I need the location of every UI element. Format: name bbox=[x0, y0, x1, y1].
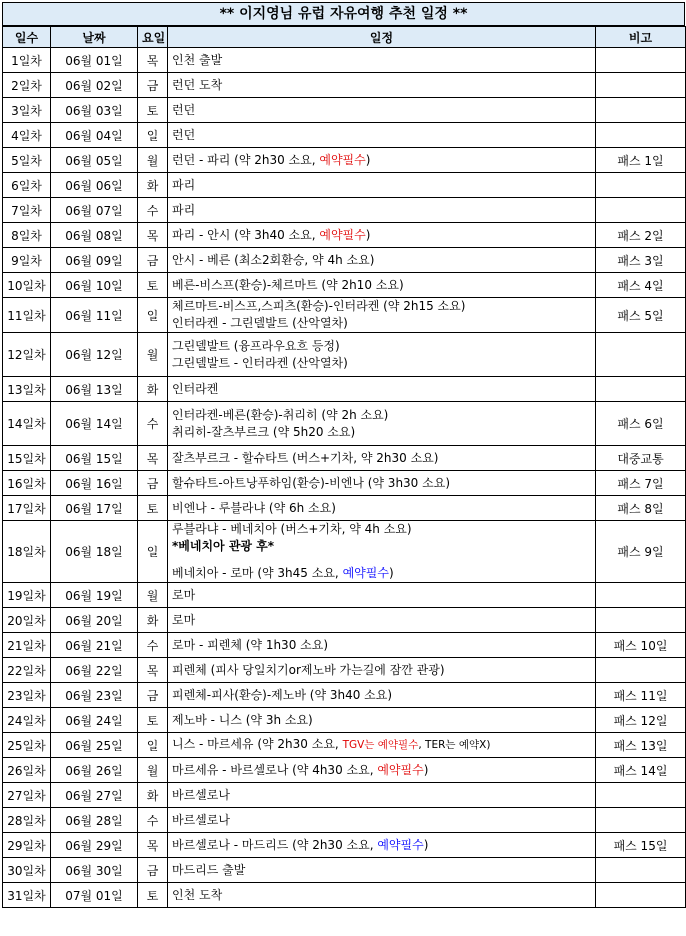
schedule-text: 피렌체-피사(환승)-제노바 (약 3h40 소요) bbox=[172, 687, 393, 702]
note-cell: 패스 7일 bbox=[596, 471, 686, 496]
schedule-text: 런던 - 파리 (약 2h30 소요, bbox=[172, 152, 320, 167]
schedule-text: 마드리드 출발 bbox=[172, 862, 246, 877]
schedule-cell bbox=[168, 173, 596, 198]
schedule-cell bbox=[168, 658, 596, 683]
schedule-cell bbox=[168, 223, 596, 248]
date-cell: 06월 10일 bbox=[51, 273, 138, 298]
day-cell: 24일차 bbox=[3, 708, 51, 733]
schedule-cell bbox=[168, 123, 596, 148]
day-cell: 19일차 bbox=[3, 583, 51, 608]
note-cell bbox=[596, 377, 686, 402]
note-cell: 패스 4일 bbox=[596, 273, 686, 298]
schedule-cell bbox=[168, 333, 596, 377]
schedule-cell bbox=[168, 521, 596, 583]
schedule-line bbox=[172, 252, 591, 269]
weekday-cell: 토 bbox=[138, 273, 168, 298]
date-cell: 06월 21일 bbox=[51, 633, 138, 658]
schedule-text: ) bbox=[423, 837, 429, 852]
note-cell bbox=[596, 73, 686, 98]
schedule-line bbox=[172, 565, 591, 582]
date-cell: 06월 15일 bbox=[51, 446, 138, 471]
note-cell: 패스 2일 bbox=[596, 223, 686, 248]
schedule-line bbox=[172, 762, 591, 779]
table-row bbox=[3, 858, 686, 883]
schedule-cell bbox=[168, 708, 596, 733]
date-cell: 06월 02일 bbox=[51, 73, 138, 98]
table-row bbox=[3, 521, 686, 583]
day-cell: 10일차 bbox=[3, 273, 51, 298]
table-row bbox=[3, 123, 686, 148]
table-row bbox=[3, 683, 686, 708]
schedule-text: 취리히-잘츠부르크 (약 5h20 소요) bbox=[172, 424, 356, 439]
table-row bbox=[3, 471, 686, 496]
schedule-cell bbox=[168, 273, 596, 298]
table-row bbox=[3, 833, 686, 858]
header-row bbox=[3, 27, 686, 48]
weekday-cell: 목 bbox=[138, 223, 168, 248]
schedule-text: 마르세유 - 바르셀로나 (약 4h30 소요, bbox=[172, 762, 378, 777]
schedule-text: 파리 - 안시 (약 3h40 소요, bbox=[172, 227, 320, 242]
schedule-text: 로마 bbox=[172, 587, 196, 602]
schedule-text: 할슈타트-아트낭푸하임(환승)-비엔나 (약 3h30 소요) bbox=[172, 475, 450, 490]
note-cell bbox=[596, 123, 686, 148]
table-row bbox=[3, 658, 686, 683]
note-cell: 패스 11일 bbox=[596, 683, 686, 708]
day-cell: 17일차 bbox=[3, 496, 51, 521]
date-cell: 06월 27일 bbox=[51, 783, 138, 808]
day-cell: 2일차 bbox=[3, 73, 51, 98]
table-row bbox=[3, 633, 686, 658]
schedule-text: 제노바 - 니스 (약 3h 소요) bbox=[172, 712, 313, 727]
table-row bbox=[3, 733, 686, 758]
schedule-text: 런던 bbox=[172, 127, 196, 142]
schedule-cell bbox=[168, 98, 596, 123]
note-cell bbox=[596, 333, 686, 377]
note-cell: 패스 13일 bbox=[596, 733, 686, 758]
day-cell: 26일차 bbox=[3, 758, 51, 783]
schedule-line bbox=[172, 812, 591, 829]
schedule-text: ) bbox=[365, 227, 371, 242]
day-cell: 11일차 bbox=[3, 298, 51, 333]
weekday-cell: 토 bbox=[138, 496, 168, 521]
note-cell: 패스 10일 bbox=[596, 633, 686, 658]
weekday-cell: 화 bbox=[138, 783, 168, 808]
weekday-cell: 수 bbox=[138, 198, 168, 223]
note-cell: 패스 3일 bbox=[596, 248, 686, 273]
day-cell: 14일차 bbox=[3, 402, 51, 446]
weekday-cell: 목 bbox=[138, 446, 168, 471]
date-cell: 06월 22일 bbox=[51, 658, 138, 683]
header-dow: 요일 bbox=[138, 27, 168, 48]
weekday-cell: 금 bbox=[138, 73, 168, 98]
schedule-cell bbox=[168, 858, 596, 883]
table-row bbox=[3, 73, 686, 98]
weekday-cell: 수 bbox=[138, 808, 168, 833]
schedule-line bbox=[172, 202, 591, 219]
schedule-line bbox=[172, 338, 591, 355]
weekday-cell: 토 bbox=[138, 708, 168, 733]
date-cell: 06월 28일 bbox=[51, 808, 138, 833]
schedule-line bbox=[172, 587, 591, 604]
schedule-text: 비엔나 - 루블라냐 (약 6h 소요) bbox=[172, 500, 336, 515]
table-row bbox=[3, 708, 686, 733]
weekday-cell: 일 bbox=[138, 521, 168, 583]
schedule-text: 베른-비스프(환승)-체르마트 (약 2h10 소요) bbox=[172, 277, 404, 292]
weekday-cell: 목 bbox=[138, 48, 168, 73]
day-cell: 13일차 bbox=[3, 377, 51, 402]
schedule-line bbox=[172, 521, 591, 538]
schedule-cell bbox=[168, 683, 596, 708]
weekday-cell: 금 bbox=[138, 858, 168, 883]
schedule-text: ) bbox=[388, 566, 394, 580]
day-cell: 12일차 bbox=[3, 333, 51, 377]
schedule-line bbox=[172, 637, 591, 654]
schedule-line bbox=[172, 555, 591, 565]
schedule-text: 잘츠부르크 - 할슈타트 (버스+기차, 약 2h30 소요) bbox=[172, 450, 439, 465]
schedule-cell bbox=[168, 758, 596, 783]
weekday-cell: 토 bbox=[138, 883, 168, 908]
schedule-text: 니스 - 마르세유 (약 2h30 소요, bbox=[172, 737, 343, 751]
header-note: 비고 bbox=[596, 27, 686, 48]
weekday-cell: 일 bbox=[138, 733, 168, 758]
date-cell: 06월 05일 bbox=[51, 148, 138, 173]
date-cell: 06월 12일 bbox=[51, 333, 138, 377]
day-cell: 9일차 bbox=[3, 248, 51, 273]
weekday-cell: 금 bbox=[138, 471, 168, 496]
note-cell: 패스 5일 bbox=[596, 298, 686, 333]
schedule-cell bbox=[168, 496, 596, 521]
itinerary-table bbox=[2, 26, 686, 908]
schedule-line bbox=[172, 787, 591, 804]
header-date: 날짜 bbox=[51, 27, 138, 48]
date-cell: 06월 17일 bbox=[51, 496, 138, 521]
table-row bbox=[3, 333, 686, 377]
schedule-cell bbox=[168, 446, 596, 471]
schedule-cell bbox=[168, 471, 596, 496]
note-cell bbox=[596, 783, 686, 808]
day-cell: 27일차 bbox=[3, 783, 51, 808]
schedule-line bbox=[172, 887, 591, 904]
schedule-cell bbox=[168, 808, 596, 833]
schedule-cell bbox=[168, 148, 596, 173]
day-cell: 22일차 bbox=[3, 658, 51, 683]
reservation-note: TGV는 예약필수 bbox=[342, 739, 419, 751]
date-cell: 06월 24일 bbox=[51, 708, 138, 733]
day-cell: 23일차 bbox=[3, 683, 51, 708]
day-cell: 20일차 bbox=[3, 608, 51, 633]
schedule-cell bbox=[168, 248, 596, 273]
table-row bbox=[3, 608, 686, 633]
date-cell: 06월 04일 bbox=[51, 123, 138, 148]
schedule-line bbox=[172, 687, 591, 704]
note-cell bbox=[596, 583, 686, 608]
date-cell: 06월 29일 bbox=[51, 833, 138, 858]
table-row bbox=[3, 223, 686, 248]
date-cell: 06월 18일 bbox=[51, 521, 138, 583]
weekday-cell: 토 bbox=[138, 98, 168, 123]
note-cell bbox=[596, 173, 686, 198]
schedule-line bbox=[172, 475, 591, 492]
schedule-cell bbox=[168, 377, 596, 402]
day-cell: 29일차 bbox=[3, 833, 51, 858]
day-cell: 3일차 bbox=[3, 98, 51, 123]
schedule-line bbox=[172, 52, 591, 69]
day-cell: 25일차 bbox=[3, 733, 51, 758]
day-cell: 31일차 bbox=[3, 883, 51, 908]
day-cell: 1일차 bbox=[3, 48, 51, 73]
schedule-text: *베네치아 관광 후* bbox=[172, 539, 275, 553]
reservation-note: 예약필수 bbox=[319, 152, 366, 167]
table-row bbox=[3, 446, 686, 471]
schedule-line bbox=[172, 77, 591, 94]
schedule-line bbox=[172, 500, 591, 517]
schedule-cell bbox=[168, 883, 596, 908]
date-cell: 06월 25일 bbox=[51, 733, 138, 758]
note-cell bbox=[596, 48, 686, 73]
table-row bbox=[3, 248, 686, 273]
schedule-text: 그린델발트 - 인터라켄 (산악열차) bbox=[172, 355, 348, 370]
date-cell: 06월 13일 bbox=[51, 377, 138, 402]
schedule-line bbox=[172, 152, 591, 169]
day-cell: 4일차 bbox=[3, 123, 51, 148]
note-cell bbox=[596, 808, 686, 833]
table-row bbox=[3, 173, 686, 198]
schedule-text: 인터라켄 bbox=[172, 381, 219, 396]
note-cell bbox=[596, 98, 686, 123]
schedule-line bbox=[172, 450, 591, 467]
date-cell: 06월 07일 bbox=[51, 198, 138, 223]
weekday-cell: 화 bbox=[138, 377, 168, 402]
schedule-text: 피렌체 (피사 당일치기or제노바 가는길에 잠깐 관광) bbox=[172, 662, 445, 677]
table-row bbox=[3, 783, 686, 808]
schedule-cell bbox=[168, 783, 596, 808]
table-row bbox=[3, 583, 686, 608]
table-row bbox=[3, 377, 686, 402]
schedule-text: ) bbox=[423, 762, 429, 777]
schedule-text: 파리 bbox=[172, 202, 196, 217]
weekday-cell: 목 bbox=[138, 658, 168, 683]
schedule-cell bbox=[168, 733, 596, 758]
date-cell: 06월 09일 bbox=[51, 248, 138, 273]
schedule-text: 안시 - 베른 (최소2회환승, 약 4h 소요) bbox=[172, 252, 375, 267]
weekday-cell: 목 bbox=[138, 833, 168, 858]
weekday-cell: 일 bbox=[138, 298, 168, 333]
weekday-cell: 금 bbox=[138, 683, 168, 708]
schedule-cell bbox=[168, 402, 596, 446]
note-cell bbox=[596, 198, 686, 223]
day-cell: 30일차 bbox=[3, 858, 51, 883]
schedule-text: 런던 bbox=[172, 102, 196, 117]
table-row bbox=[3, 883, 686, 908]
schedule-text: 루블라냐 - 베네치아 (버스+기차, 약 4h 소요) bbox=[172, 522, 412, 536]
date-cell: 06월 16일 bbox=[51, 471, 138, 496]
schedule-line bbox=[172, 298, 591, 315]
schedule-cell bbox=[168, 298, 596, 333]
reservation-note: 예약필수 bbox=[377, 837, 424, 852]
table-row bbox=[3, 48, 686, 73]
schedule-line bbox=[172, 277, 591, 294]
note-cell bbox=[596, 858, 686, 883]
date-cell: 07월 01일 bbox=[51, 883, 138, 908]
schedule-line bbox=[172, 424, 591, 441]
table-row bbox=[3, 273, 686, 298]
day-cell: 28일차 bbox=[3, 808, 51, 833]
date-cell: 06월 11일 bbox=[51, 298, 138, 333]
note-cell: 대중교통 bbox=[596, 446, 686, 471]
note-cell: 패스 12일 bbox=[596, 708, 686, 733]
sheet-title: ** 이지영님 유럽 자유여행 추천 일정 ** bbox=[2, 2, 685, 26]
schedule-line bbox=[172, 355, 591, 372]
schedule-text: 베네치아 - 로마 (약 3h45 소요, bbox=[172, 566, 343, 580]
date-cell: 06월 26일 bbox=[51, 758, 138, 783]
table-row bbox=[3, 148, 686, 173]
schedule-line bbox=[172, 407, 591, 424]
schedule-line bbox=[172, 538, 591, 555]
schedule-cell bbox=[168, 608, 596, 633]
schedule-text: 그린델발트 (융프라우요흐 등정) bbox=[172, 338, 340, 353]
reservation-note: 예약필수 bbox=[319, 227, 366, 242]
day-cell: 5일차 bbox=[3, 148, 51, 173]
day-cell: 18일차 bbox=[3, 521, 51, 583]
day-cell: 16일차 bbox=[3, 471, 51, 496]
weekday-cell: 금 bbox=[138, 248, 168, 273]
weekday-cell: 수 bbox=[138, 402, 168, 446]
date-cell: 06월 03일 bbox=[51, 98, 138, 123]
date-cell: 06월 19일 bbox=[51, 583, 138, 608]
note-cell: 패스 8일 bbox=[596, 496, 686, 521]
schedule-line bbox=[172, 712, 591, 729]
table-row bbox=[3, 496, 686, 521]
reservation-note: 예약필수 bbox=[342, 566, 389, 580]
date-cell: 06월 30일 bbox=[51, 858, 138, 883]
schedule-text: 로마 - 피렌체 (약 1h30 소요) bbox=[172, 637, 329, 652]
note-cell: 패스 14일 bbox=[596, 758, 686, 783]
day-cell: 7일차 bbox=[3, 198, 51, 223]
note-cell bbox=[596, 608, 686, 633]
schedule-cell bbox=[168, 73, 596, 98]
day-cell: 8일차 bbox=[3, 223, 51, 248]
schedule-line bbox=[172, 862, 591, 879]
schedule-text: 바르셀로나 bbox=[172, 812, 230, 827]
date-cell: 06월 08일 bbox=[51, 223, 138, 248]
schedule-cell bbox=[168, 48, 596, 73]
schedule-text: 로마 bbox=[172, 612, 196, 627]
weekday-cell: 화 bbox=[138, 608, 168, 633]
schedule-text: 파리 bbox=[172, 177, 196, 192]
weekday-cell: 월 bbox=[138, 148, 168, 173]
note-cell: 패스 6일 bbox=[596, 402, 686, 446]
table-row bbox=[3, 298, 686, 333]
table-row bbox=[3, 98, 686, 123]
schedule-text: 바르셀로나 - 마드리드 (약 2h30 소요, bbox=[172, 837, 378, 852]
schedule-line bbox=[172, 612, 591, 629]
schedule-line bbox=[172, 736, 591, 754]
schedule-text: 인터라켄-베른(환승)-취리히 (약 2h 소요) bbox=[172, 407, 389, 422]
table-row bbox=[3, 402, 686, 446]
schedule-cell bbox=[168, 833, 596, 858]
table-row bbox=[3, 808, 686, 833]
schedule-line bbox=[172, 102, 591, 119]
schedule-text: ) bbox=[365, 152, 371, 167]
date-cell: 06월 01일 bbox=[51, 48, 138, 73]
schedule-line bbox=[172, 662, 591, 679]
schedule-text: 바르셀로나 bbox=[172, 787, 230, 802]
schedule-text: 인천 출발 bbox=[172, 52, 223, 67]
weekday-cell: 일 bbox=[138, 123, 168, 148]
schedule-line bbox=[172, 127, 591, 144]
weekday-cell: 수 bbox=[138, 633, 168, 658]
note-cell bbox=[596, 883, 686, 908]
schedule-cell bbox=[168, 198, 596, 223]
date-cell: 06월 06일 bbox=[51, 173, 138, 198]
itinerary-sheet bbox=[2, 0, 685, 908]
date-cell: 06월 23일 bbox=[51, 683, 138, 708]
schedule-text: 인터라켄 - 그린델발트 (산악열차) bbox=[172, 316, 348, 330]
table-header bbox=[3, 27, 686, 48]
schedule-line bbox=[172, 177, 591, 194]
schedule-text: 인천 도착 bbox=[172, 887, 223, 902]
date-cell: 06월 20일 bbox=[51, 608, 138, 633]
day-cell: 21일차 bbox=[3, 633, 51, 658]
day-cell: 6일차 bbox=[3, 173, 51, 198]
note-cell: 패스 1일 bbox=[596, 148, 686, 173]
day-cell: 15일차 bbox=[3, 446, 51, 471]
schedule-text: 런던 도착 bbox=[172, 77, 223, 92]
schedule-line bbox=[172, 381, 591, 398]
schedule-line bbox=[172, 315, 591, 332]
note-cell bbox=[596, 658, 686, 683]
schedule-line bbox=[172, 837, 591, 854]
weekday-cell: 월 bbox=[138, 333, 168, 377]
table-row bbox=[3, 198, 686, 223]
schedule-text: , TER는 예약X) bbox=[418, 739, 491, 751]
schedule-cell bbox=[168, 583, 596, 608]
date-cell: 06월 14일 bbox=[51, 402, 138, 446]
header-day: 일수 bbox=[3, 27, 51, 48]
reservation-note: 예약필수 bbox=[377, 762, 424, 777]
weekday-cell: 월 bbox=[138, 583, 168, 608]
weekday-cell: 화 bbox=[138, 173, 168, 198]
schedule-cell bbox=[168, 633, 596, 658]
table-body bbox=[3, 48, 686, 908]
header-schedule: 일정 bbox=[168, 27, 596, 48]
note-cell: 패스 15일 bbox=[596, 833, 686, 858]
note-cell: 패스 9일 bbox=[596, 521, 686, 583]
table-row bbox=[3, 758, 686, 783]
schedule-text: 체르마트-비스프,스피츠(환승)-인터라켄 (약 2h15 소요) bbox=[172, 299, 466, 313]
weekday-cell: 월 bbox=[138, 758, 168, 783]
schedule-line bbox=[172, 227, 591, 244]
